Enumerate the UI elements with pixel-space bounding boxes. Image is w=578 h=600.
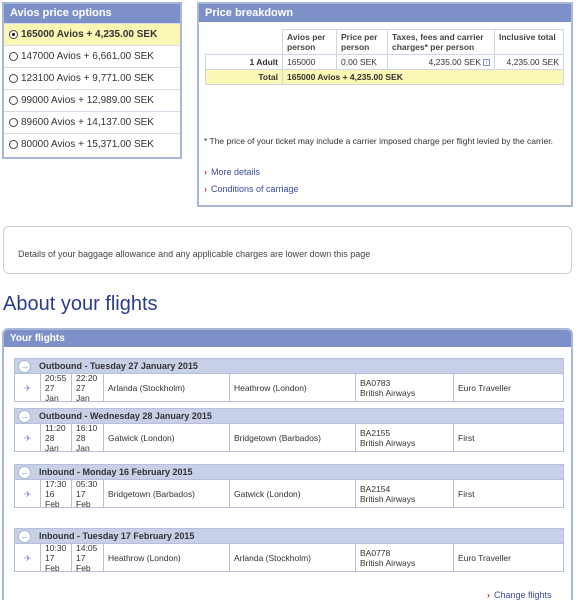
arrow-right-icon: →	[20, 360, 29, 371]
airline: British Airways	[360, 557, 416, 568]
flight-segment-2	[14, 408, 564, 452]
airline: British Airways	[360, 493, 416, 504]
from-airport: Bridgetown (Barbados)	[104, 480, 230, 507]
flight-row	[14, 374, 564, 402]
avios-option-2[interactable]	[4, 45, 180, 67]
dep-time: 20:55	[45, 372, 67, 383]
your-flights-panel	[2, 328, 573, 600]
arrow-left-icon: ←	[20, 466, 29, 477]
arr-date: 17 Feb	[76, 488, 91, 509]
arr-date: 17 Feb	[76, 552, 91, 573]
more-details-link[interactable]	[204, 167, 260, 177]
to-airport: Arlanda (Stockholm)	[230, 544, 356, 571]
row-total: 4,235.00 SEK	[495, 55, 564, 70]
total-value: 165000 Avios + 4,235.00 SEK	[283, 70, 564, 85]
flight-cell	[356, 374, 454, 401]
avios-option-label: 99000 Avios + 12,989.00 SEK	[21, 95, 154, 106]
radio-icon[interactable]	[9, 96, 18, 105]
arr-time: 05:30	[76, 478, 98, 489]
cabin-class: Euro Traveller	[458, 382, 511, 393]
cabin-class: First	[458, 488, 475, 499]
dep-time: 10:30	[45, 542, 67, 553]
chevron-right-icon: ›	[487, 590, 490, 600]
radio-selected-icon[interactable]	[9, 30, 18, 39]
conditions-of-carriage-link[interactable]	[204, 184, 299, 194]
avios-option-3[interactable]	[4, 67, 180, 89]
segment-heading-text: Outbound - Tuesday 27 January 2015	[39, 361, 198, 371]
arrow-right-icon: →	[20, 410, 29, 421]
arrival-cell	[72, 544, 104, 571]
from-airport: Gatwick (London)	[104, 424, 230, 451]
more-details-label: More details	[211, 167, 261, 177]
arrival-cell	[72, 374, 104, 401]
flight-number: BA0778	[360, 547, 391, 558]
flight-row	[14, 424, 564, 452]
arrow-left-icon: ←	[20, 530, 29, 541]
arr-time: 14:05	[76, 542, 98, 553]
header-price: Price per person	[337, 30, 388, 55]
flight-cell	[356, 480, 454, 507]
airline: British Airways	[360, 437, 416, 448]
change-flights-label: Change flights	[494, 590, 552, 600]
avios-option-5[interactable]	[4, 111, 180, 133]
to-airport: Bridgetown (Barbados)	[230, 424, 356, 451]
avios-option-label: 123100 Avios + 9,771.00 SEK	[21, 73, 154, 84]
row-taxes-cell	[388, 55, 495, 70]
flight-segment-1	[14, 358, 564, 402]
departure-cell	[41, 424, 72, 451]
plane-icon: ✈	[15, 480, 41, 507]
avios-price-options-panel	[2, 2, 182, 159]
flights-panel-title: Your flights	[4, 330, 571, 347]
dep-date: 16 Feb	[45, 488, 60, 509]
row-price: 0.00 SEK	[337, 55, 388, 70]
departure-cell	[41, 374, 72, 401]
plane-icon: ✈	[15, 424, 41, 451]
radio-icon[interactable]	[9, 118, 18, 127]
segment-heading-text: Inbound - Tuesday 17 February 2015	[39, 531, 195, 541]
dep-time: 11:20	[45, 422, 66, 433]
avios-option-label: 147000 Avios + 6,661.00 SEK	[21, 51, 154, 62]
dep-date: 28 Jan	[45, 432, 59, 453]
change-flights-link[interactable]	[487, 590, 552, 600]
from-airport: Arlanda (Stockholm)	[104, 374, 230, 401]
avios-panel-title: Avios price options	[4, 4, 180, 23]
flight-cell	[356, 424, 454, 451]
price-panel-title: Price breakdown	[199, 4, 571, 22]
flight-row	[14, 480, 564, 508]
arrival-cell	[72, 480, 104, 507]
baggage-note: Details of your baggage allowance and any applicable charges are lower down this page	[18, 249, 371, 259]
flight-segment-3	[14, 464, 564, 508]
info-icon[interactable]: i	[483, 59, 490, 66]
from-airport: Heathrow (London)	[104, 544, 230, 571]
row-taxes: 4,235.00 SEK	[428, 57, 481, 67]
row-avios: 165000	[283, 55, 337, 70]
avios-option-1[interactable]	[4, 23, 180, 45]
avios-option-label: 80000 Avios + 15,371.00 SEK	[21, 139, 154, 150]
radio-icon[interactable]	[9, 74, 18, 83]
dep-date: 17 Feb	[45, 552, 60, 573]
carrier-charge-note: * The price of your ticket may include a carrier imposed charge per flight levied by the carrier.	[204, 136, 553, 146]
to-airport: Gatwick (London)	[230, 480, 356, 507]
header-total: Inclusive total	[495, 30, 564, 55]
cabin-class: First	[458, 432, 475, 443]
dep-date: 27 Jan	[45, 382, 59, 403]
chevron-right-icon: ›	[204, 167, 207, 177]
arr-date: 27 Jan	[76, 382, 90, 403]
arr-time: 16:10	[76, 422, 98, 433]
flight-number: BA2155	[360, 427, 391, 438]
header-taxes: Taxes, fees and carrier charges* per person	[388, 30, 495, 55]
table-corner	[206, 30, 283, 55]
avios-option-4[interactable]	[4, 89, 180, 111]
total-label: Total	[206, 70, 283, 85]
conditions-label: Conditions of carriage	[211, 184, 299, 194]
flight-cell	[356, 544, 454, 571]
about-flights-title: About your flights	[3, 293, 158, 315]
flight-number: BA2154	[360, 483, 391, 494]
flight-segment-4	[14, 528, 564, 572]
to-airport: Heathrow (London)	[230, 374, 356, 401]
price-breakdown-panel	[197, 2, 573, 207]
dep-time: 17:30	[45, 478, 67, 489]
arrival-cell	[72, 424, 104, 451]
radio-icon[interactable]	[9, 140, 18, 149]
arr-date: 28 Jan	[76, 432, 90, 453]
departure-cell	[41, 480, 72, 507]
plane-icon: ✈	[15, 544, 41, 571]
plane-icon: ✈	[15, 374, 41, 401]
arr-time: 22:20	[76, 372, 98, 383]
segment-heading-text: Inbound - Monday 16 February 2015	[39, 467, 193, 477]
avios-option-label: 89600 Avios + 14,137.00 SEK	[21, 117, 154, 128]
radio-icon[interactable]	[9, 52, 18, 61]
departure-cell	[41, 544, 72, 571]
avios-option-label: 165000 Avios + 4,235.00 SEK	[21, 29, 158, 40]
avios-option-6[interactable]	[4, 133, 180, 155]
flight-number: BA0783	[360, 377, 391, 388]
baggage-info-box	[3, 226, 572, 274]
header-avios: Avios per person	[283, 30, 337, 55]
row-label: 1 Adult	[206, 55, 283, 70]
flight-row	[14, 544, 564, 572]
price-breakdown-table	[205, 29, 564, 85]
cabin-class: Euro Traveller	[458, 552, 511, 563]
segment-heading-text: Outbound - Wednesday 28 January 2015	[39, 411, 212, 421]
chevron-right-icon: ›	[204, 184, 207, 194]
airline: British Airways	[360, 387, 416, 398]
